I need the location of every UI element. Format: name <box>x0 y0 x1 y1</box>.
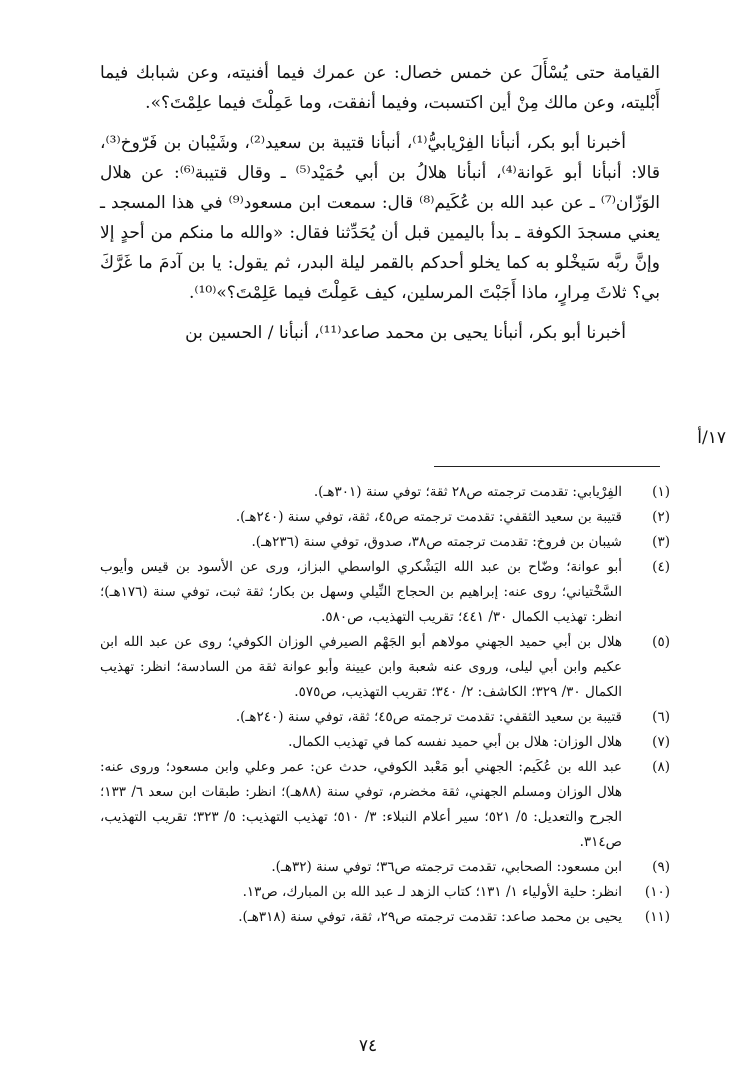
paragraph-1: القيامة حتى يُسْأَلَ عن خمس خصال: عن عمرك فيما أفنيته، وعن شبابك فيما أَبْليته، وعن مالك مِنْ أين اكتسبت، وفيما أنفقت، وما عَمِلْتَ فيما علِمْتَ؟». <box>100 63 660 113</box>
footnote-text: أبو عوانة؛ وضّاح بن عبد الله اليَشْكري الواسطي البزاز، ورى عن الأسود بن قيس وأيوب السَّخْتياني؛ روى عنه: إبراهيم بن الحجاج النِّيلي وسهل بن بكار؛ ثقة ثبت، توفي سنة (١٧٦هـ)؛ انظر: تهذيب الكمال ٣٠/ ٤٤١؛ تقريب التهذيب، ص٥٨٠. <box>100 559 622 625</box>
footnote-text: قتيبة بن سعيد الثقفي: تقدمت ترجمته ص٤٥؛ ثقة، توفي سنة (٢٤٠هـ). <box>235 709 622 725</box>
footnotes <box>100 480 670 930</box>
footnote-number: (٧) <box>652 734 670 750</box>
paragraph-3: أخبرنا أبو بكر، أنبأنا يحيى بن محمد صاعد⁽¹¹⁾، أنبأنا / الحسين بن <box>185 323 626 343</box>
footnote-9 <box>100 855 670 880</box>
footnote-8 <box>100 755 670 855</box>
footnote-3 <box>100 530 670 555</box>
footnote-text: هلال الوزان: هلال بن أبي حميد نفسه كما في تهذيب الكمال. <box>288 734 622 750</box>
footnote-2 <box>100 505 670 530</box>
footnote-number: (١٠) <box>644 884 670 900</box>
footnote-number: (٩) <box>652 859 670 875</box>
footnote-number: (١) <box>652 484 670 500</box>
footnote-number: (٢) <box>652 509 670 525</box>
footnote-text: هلال بن أبي حميد الجهني مولاهم أبو الجَهْم الصيرفي الوزان الكوفي؛ روى عن عبد الله ابن عكيم وابن أبي ليلى، وروى عنه شعبة وابن عيينة وأبو عوانة ثقة من السادسة؛ انظر: تهذيب الكمال ٣٠/ ٣٢٩؛ الكاشف: ٢/ ٣٤٠؛ تقريب التهذيب، ص٥٧٥. <box>100 634 622 700</box>
footnote-text: شيبان بن فروخ: تقدمت ترجمته ص٣٨، صدوق، توفي سنة (٢٣٦هـ). <box>251 534 622 550</box>
footnote-number: (٦) <box>652 709 670 725</box>
footnote-number: (٤) <box>652 559 670 575</box>
footnote-11 <box>100 905 670 930</box>
footnote-text: الفِرْيابي: تقدمت ترجمته ص٢٨ ثقة؛ توفي سنة (٣٠١هـ). <box>313 484 622 500</box>
footnote-text: يحيى بن محمد صاعد: تقدمت ترجمته ص٢٩، ثقة، توفي سنة (٣١٨هـ). <box>238 909 622 925</box>
footnote-number: (١١) <box>644 909 670 925</box>
footnote-10 <box>100 880 670 905</box>
main-text <box>100 58 660 358</box>
footnote-text: قتيبة بن سعيد الثقفي: تقدمت ترجمته ص٤٥، ثقة، توفي سنة (٢٤٠هـ). <box>235 509 622 525</box>
footnote-4 <box>100 555 670 630</box>
footnote-text: انظر: حلية الأولياء ١/ ١٣١؛ كتاب الزهد لـ عبد الله بن المبارك، ص١٣. <box>242 884 622 900</box>
footnote-7 <box>100 730 670 755</box>
footnote-number: (٥) <box>652 634 670 650</box>
footnote-6 <box>100 705 670 730</box>
page-number: ٧٤ <box>358 1036 378 1056</box>
footnote-text: ابن مسعود: الصحابي، تقدمت ترجمته ص٣٦؛ توفي سنة (٣٢هـ). <box>271 859 622 875</box>
footnote-number: (٣) <box>652 534 670 550</box>
footnote-number: (٨) <box>652 759 670 775</box>
footnote-divider <box>434 466 660 467</box>
footnote-1 <box>100 480 670 505</box>
footnote-text: عبد الله بن عُكَيم: الجهني أبو مَعْبد الكوفي، حدث عن: عمر وعلي وابن مسعود؛ وروى عنه: هلال الوزان ومسلم الجهني، ثقة مخضرم، توفي سنة (٨٨هـ)؛ انظر: طبقات ابن سعد ٦/ ١٣٣؛ الجرح والتعديل: ٥/ ٥٢١؛ سير أعلام النبلاء: ٣/ ٥١٠؛ تهذيب التهذيب: ٥/ ٣٢٣؛ تقريب التهذيب، ص٣١٤. <box>100 759 623 850</box>
paragraph-2: أخبرنا أبو بكر، أنبأنا الفِرْيابيُّ⁽¹⁾، أنبأنا قتيبة بن سعيد⁽²⁾، وشَيْبان بن فَرّوخ⁽³⁾، قالا: أنبأنا أبو عَوانة⁽⁴⁾، أنبأنا هلالُ بن أبي حُمَيْد⁽⁵⁾ ـ وقال قتيبة⁽⁶⁾: عن هلال الوَزّان⁽⁷⁾ ـ عن عبد الله بن عُكَيم⁽⁸⁾ قال: سمعت ابن مسعود⁽⁹⁾ في هذا المسجد ـ يعني مسجدَ الكوفة ـ بدأ باليمين قبل أن يُحَدِّثنا فقال: «والله ما منكم من أحدٍ إلا وإنَّ ربَّه سَيخْلو به كما يخلو أحدكم بالقمر ليلة البدر، ثم يقول: يا بن آدمَ ما غَرَّكَ بي؟ ثلاثَ مِرارٍ، ماذا أَجَبْتَ المرسلين، كيف عَمِلْتَ فيما عَلِمْتَ؟»⁽¹⁰⁾. <box>100 133 660 303</box>
manuscript-folio-ref: ١٧/أ <box>697 428 726 448</box>
footnote-5 <box>100 630 670 705</box>
